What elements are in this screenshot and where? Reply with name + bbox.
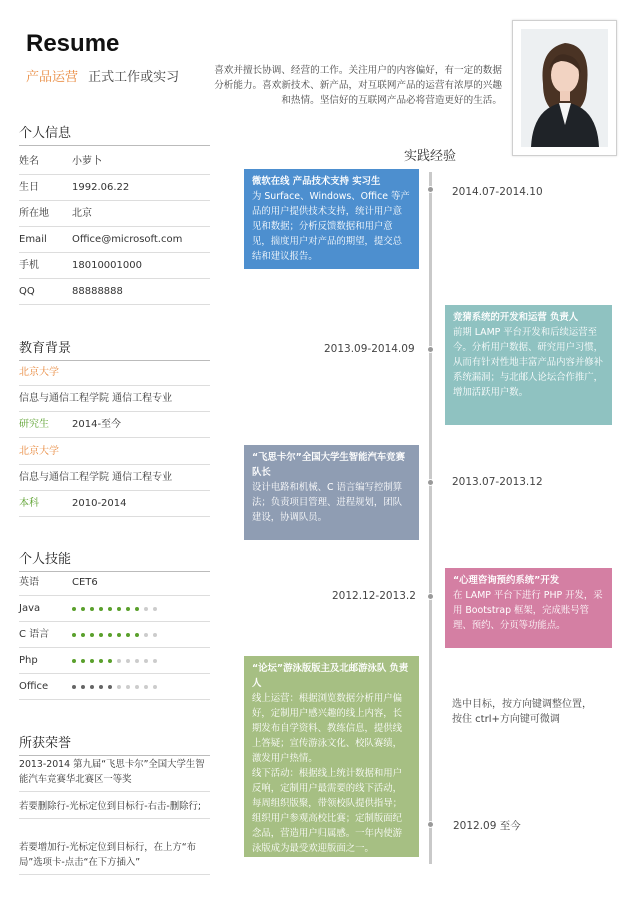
- skill-dot: [99, 685, 103, 689]
- edu-row: [19, 386, 210, 412]
- skill-dot: [144, 685, 148, 689]
- skill-dot: [117, 607, 121, 611]
- skill-dot: [126, 659, 130, 663]
- self-introduction: 喜欢并擅长协调、经营的工作。关注用户的内容偏好，有一定的数据分析能力。喜欢新技术、新产品，对互联网产品的运营有浓厚的兴趣和热情。坚信好的互联网产品必将营造更好的生活。: [214, 65, 502, 106]
- experience-date: 2012.12-2013.2: [332, 590, 416, 602]
- edu-period: 2010-2014: [72, 498, 127, 509]
- skill-dot: [126, 607, 130, 611]
- skill-name: 英语: [19, 577, 39, 588]
- skill-dot: [135, 607, 139, 611]
- skill-level-dots: [72, 622, 157, 648]
- edu-row: [19, 491, 210, 517]
- timeline-node: [427, 593, 434, 600]
- info-value: 18010001000: [72, 260, 142, 271]
- skill-dot: [144, 633, 148, 637]
- experience-card[interactable]: [244, 169, 419, 269]
- skill-dot: [81, 633, 85, 637]
- edu-row: [19, 439, 210, 465]
- skill-value: CET6: [72, 577, 98, 588]
- edu-row: [19, 412, 210, 438]
- experience-date: 2013.07-2013.12: [452, 476, 543, 488]
- timeline-node: [427, 346, 434, 353]
- skill-dot: [135, 685, 139, 689]
- experience-description: 前期 LAMP 平台开发和后续运营至今。分析用户数据、研究用户习惯，从而有针对性地丰富产品内容并修补系统漏洞；与北邮人论坛合作推广，增加活跃用户数。: [453, 327, 604, 398]
- timeline-line: [429, 172, 432, 864]
- skill-dot: [81, 685, 85, 689]
- experience-card[interactable]: [244, 656, 419, 857]
- experience-card[interactable]: [445, 568, 612, 648]
- skill-row: [19, 648, 210, 674]
- skill-dot: [108, 607, 112, 611]
- info-label: QQ: [19, 286, 35, 297]
- skill-dot: [99, 607, 103, 611]
- info-row: [19, 201, 210, 227]
- skill-dot: [90, 659, 94, 663]
- skill-dot: [117, 685, 121, 689]
- skill-level-dots: [72, 648, 157, 674]
- skill-dot: [90, 633, 94, 637]
- section-title-skills: 个人技能: [19, 548, 210, 572]
- edu-major: 信息与通信工程学院 通信工程专业: [19, 472, 173, 483]
- skill-dot: [81, 607, 85, 611]
- edu-degree: 本科: [19, 498, 39, 509]
- resume-title: Resume: [26, 30, 120, 57]
- skill-dot: [144, 659, 148, 663]
- experience-title: “心理咨询预约系统”开发: [453, 575, 560, 586]
- info-label: 姓名: [19, 156, 39, 167]
- skill-dot: [117, 659, 121, 663]
- edu-row: [19, 360, 210, 386]
- timeline-node: [427, 186, 434, 193]
- experience-title: “论坛”游泳版版主及北邮游泳队 负责人: [252, 663, 409, 689]
- skill-dot: [81, 659, 85, 663]
- edu-major: 信息与通信工程学院 通信工程专业: [19, 393, 173, 404]
- timeline-node: [427, 821, 434, 828]
- section-title-personal: 个人信息: [19, 122, 210, 146]
- experience-title: 微软在线 产品技术支持 实习生: [252, 176, 381, 187]
- skill-dot: [126, 685, 130, 689]
- experience-title: “飞思卡尔”全国大学生智能汽车竞赛 队长: [252, 452, 405, 478]
- job-type: 正式工作或实习: [88, 70, 180, 85]
- profile-photo-frame[interactable]: [512, 20, 617, 156]
- skill-name: Php: [19, 655, 38, 666]
- profile-photo: [521, 29, 608, 147]
- skill-dot: [72, 659, 76, 663]
- experience-description: 设计电路和机械、C 语言编写控制算法；负责项目管理、进程规划，团队建设，协调队员。: [252, 482, 403, 523]
- skill-dot: [90, 685, 94, 689]
- skill-dot: [153, 607, 157, 611]
- skill-dot: [108, 685, 112, 689]
- skill-name: Office: [19, 681, 49, 692]
- info-row: [19, 149, 210, 175]
- skill-dot: [153, 633, 157, 637]
- skill-dot: [108, 659, 112, 663]
- skill-dot: [72, 607, 76, 611]
- info-value: 1992.06.22: [72, 182, 130, 193]
- info-value: 北京: [72, 208, 92, 219]
- experience-description: 为 Surface、Windows、Office 等产品的用户提供技术支持，统计用户意见和数据；分析反馈数据和用户意见，揣度用户对产品的期望，提交总结和建议报告。: [252, 191, 410, 262]
- experience-date: 2012.09 至今: [453, 820, 521, 832]
- edu-school: 北京大学: [19, 446, 59, 457]
- experience-description: 在 LAMP 平台下进行 PHP 开发，采用 Bootstrap 框架，完成账号管理、预约、分页等功能点。: [453, 590, 603, 631]
- info-label: 手机: [19, 260, 39, 271]
- edu-period: 2014-至今: [72, 419, 122, 430]
- section-title-practice: 实践经验: [404, 149, 457, 164]
- experience-card[interactable]: [244, 445, 419, 540]
- skill-row: [19, 622, 210, 648]
- honor-item: 若要增加行-光标定位到目标行，在上方“布局”选项卡-点击“在下方插入”: [19, 840, 210, 875]
- info-row: [19, 279, 210, 305]
- info-value: Office@microsoft.com: [72, 234, 183, 245]
- skill-dot: [144, 607, 148, 611]
- skill-row: [19, 570, 210, 596]
- info-row: [19, 253, 210, 279]
- portrait-illustration: [521, 29, 608, 147]
- edu-row: [19, 465, 210, 491]
- experience-date: 2014.07-2014.10: [452, 186, 543, 198]
- target-role: 产品运营: [26, 70, 79, 85]
- experience-description: 线上运营：根据浏览数据分析用户偏好，定制用户感兴趣的线上内容，长期发布自学资料、教练信息，提供线上答疑；宣传游泳文化、校队赛绩，激发用户热情。 线下活动：根据线上统计数据和用户反响，定制用户最需要的线下活动，每周组织版聚，带领校队提供指导；组织用户参观高校比赛；定制版面纪念品，营造用户归属感。一年内使游泳版成为最受欢迎版面之一。: [252, 693, 403, 854]
- skill-row: [19, 596, 210, 622]
- skill-dot: [153, 685, 157, 689]
- experience-card[interactable]: [445, 305, 612, 425]
- experience-title: 竞猜系统的开发和运营 负责人: [453, 312, 579, 323]
- editing-hint: 选中目标，按方向键调整位置，按住 ctrl+方向键可微调: [452, 699, 592, 725]
- skill-dot: [135, 633, 139, 637]
- skill-dot: [153, 659, 157, 663]
- section-title-honors: 所获荣誉: [19, 732, 210, 756]
- skill-dot: [90, 607, 94, 611]
- info-row: [19, 227, 210, 253]
- info-label: 生日: [19, 182, 39, 193]
- section-title-education: 教育背景: [19, 337, 210, 361]
- skill-level-dots: [72, 596, 157, 622]
- edu-degree: 研究生: [19, 419, 49, 430]
- skill-level-dots: [72, 674, 157, 700]
- skill-dot: [72, 633, 76, 637]
- edu-school: 北京大学: [19, 367, 59, 378]
- honor-item: 若要删除行-光标定位到目标行-右击-删除行;: [19, 799, 210, 819]
- skill-dot: [99, 633, 103, 637]
- info-value: 88888888: [72, 286, 123, 297]
- skill-row: [19, 674, 210, 700]
- honor-item: 2013-2014 第九届“飞思卡尔”全国大学生智能汽车竞赛华北赛区一等奖: [19, 757, 210, 792]
- skill-dot: [72, 685, 76, 689]
- experience-date: 2013.09-2014.09: [324, 343, 415, 355]
- skill-dot: [108, 633, 112, 637]
- info-label: Email: [19, 234, 47, 245]
- info-label: 所在地: [19, 208, 49, 219]
- subtitle: [26, 66, 179, 85]
- skill-name: Java: [19, 603, 41, 614]
- info-value: 小萝卜: [72, 156, 102, 167]
- timeline-node: [427, 479, 434, 486]
- info-row: [19, 175, 210, 201]
- skill-dot: [126, 633, 130, 637]
- skill-dot: [135, 659, 139, 663]
- skill-name: C 语言: [19, 629, 50, 640]
- skill-dot: [117, 633, 121, 637]
- skill-dot: [99, 659, 103, 663]
